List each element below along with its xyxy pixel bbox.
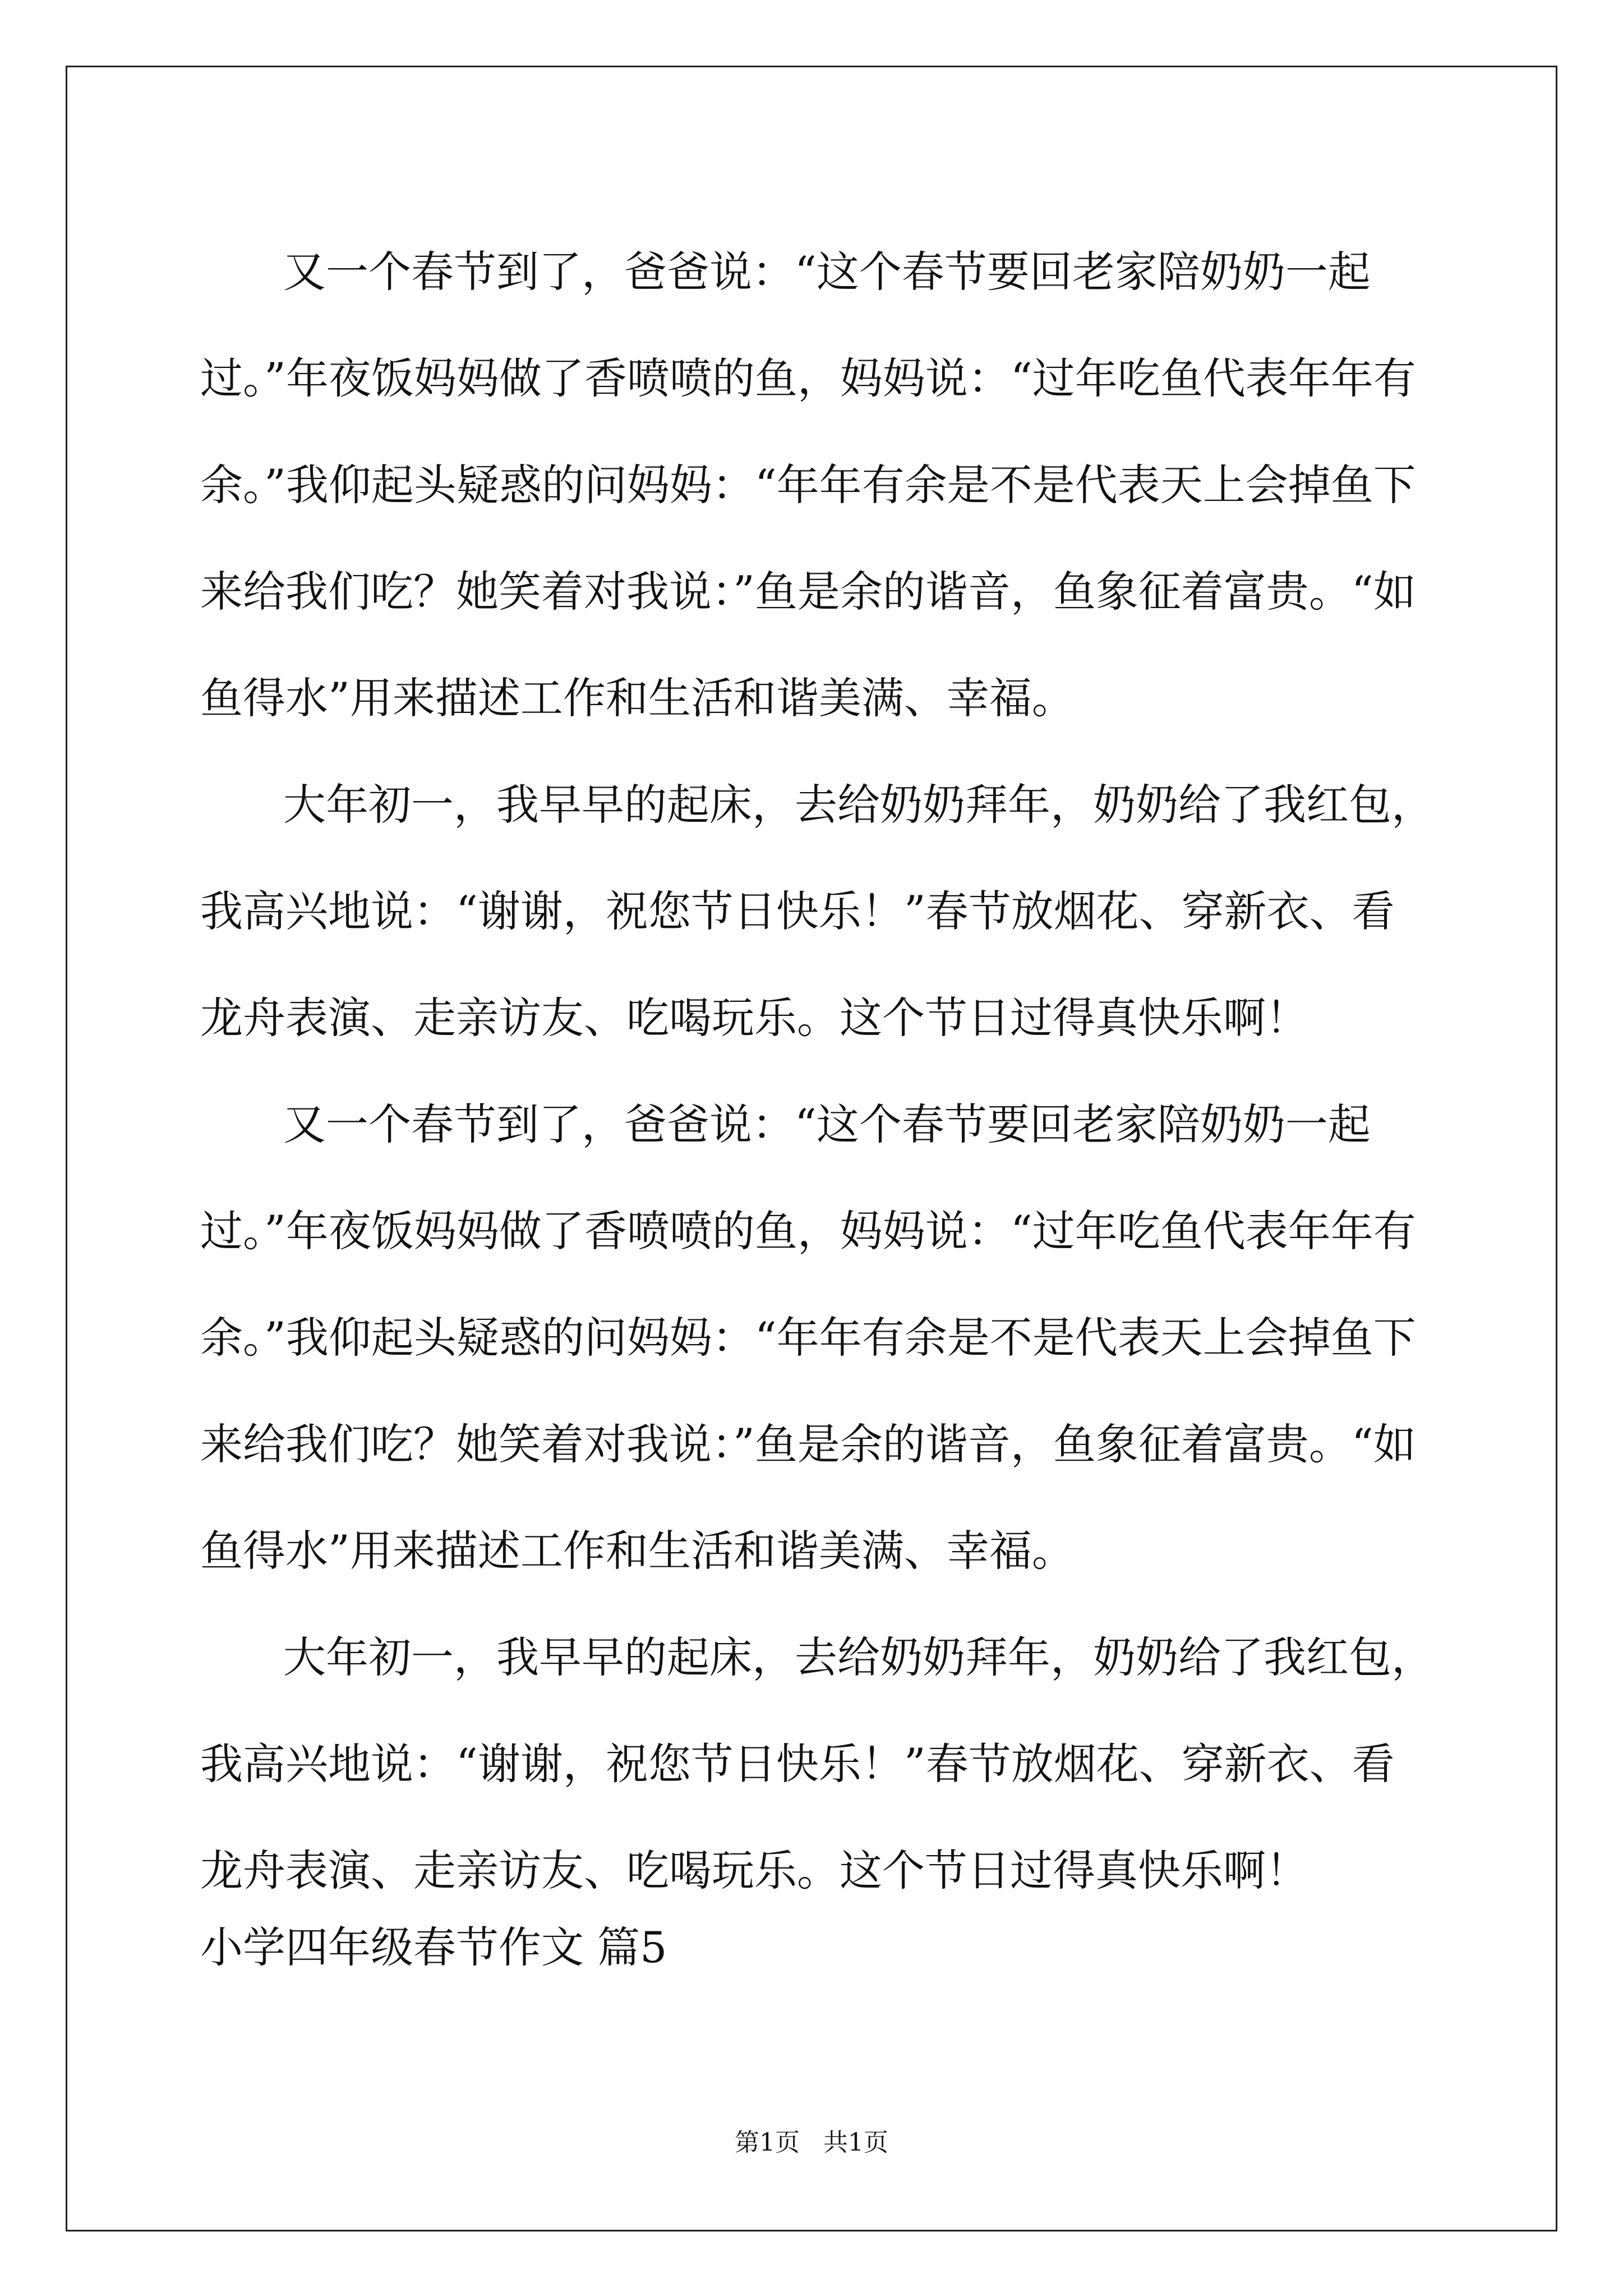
- paragraph-2: 大年初一，我早早的起床，去给奶奶拜年，奶奶给了我红包，我高兴地说：“谢谢，祝您节日快乐！”春节放烟花、穿新衣、看龙舟表演、走亲访友、吃喝玩乐。这个节日过得真快乐啊！: [200, 780, 1434, 1043]
- document-body: [200, 219, 1434, 1924]
- paragraph-4: 大年初一，我早早的起床，去给奶奶拜年，奶奶给了我红包，我高兴地说：“谢谢，祝您节日快乐！”春节放烟花、穿新衣、看龙舟表演、走亲访友、吃喝玩乐。这个节日过得真快乐啊！: [200, 1632, 1434, 1895]
- paragraph-1: 又一个春节到了，爸爸说：“这个春节要回老家陪奶奶一起过。”年夜饭妈妈做了香喷喷的鱼，妈妈说：“过年吃鱼代表年年有余。”我仰起头疑惑的问妈妈：“年年有余是不是代表天上会掉鱼下来给我们吃？她笑着对我说：”鱼是余的谐音，鱼象征着富贵。“如鱼得水”用来描述工作和生活和谐美满、幸福。: [200, 247, 1416, 723]
- paragraph-3: 又一个春节到了，爸爸说：“这个春节要回老家陪奶奶一起过。”年夜饭妈妈做了香喷喷的鱼，妈妈说：“过年吃鱼代表年年有余。”我仰起头疑惑的问妈妈：“年年有余是不是代表天上会掉鱼下来给我们吃？她笑着对我说：”鱼是余的谐音，鱼象征着富贵。“如鱼得水”用来描述工作和生活和谐美满、幸福。: [200, 1099, 1416, 1576]
- section-heading: 小学四年级春节作文 篇5: [200, 1922, 667, 1972]
- page-footer: 第1页 共1页: [735, 2128, 888, 2157]
